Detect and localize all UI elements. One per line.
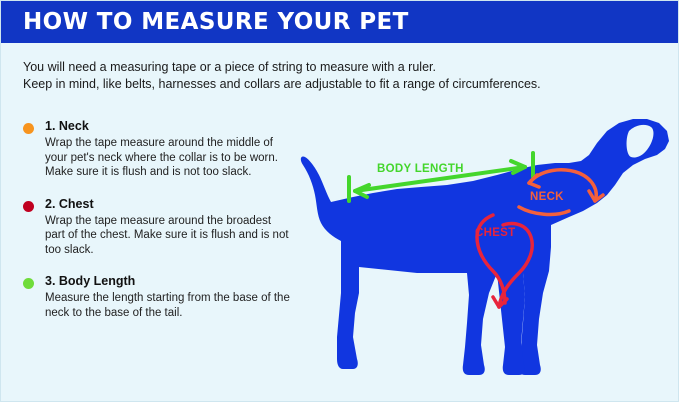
step-neck-body: Wrap the tape measure around the middle of your pet's neck where the collar is to be worn. Make sure it is flush and is not too slack.	[45, 137, 278, 178]
step-neck-title: 1. Neck	[45, 119, 89, 133]
page-title: HOW TO MEASURE YOUR PET	[23, 9, 409, 35]
step-chest-body: Wrap the tape measure around the broadest part of the chest. Make sure it is flush and is not too slack.	[45, 214, 289, 256]
step-body-length-body: Measure the length starting from the base of the neck to the base of the tail.	[45, 292, 290, 319]
step-body-length-title: 3. Body Length	[45, 274, 136, 288]
steps-list	[23, 119, 293, 337]
step-neck	[23, 119, 293, 180]
bullet-neck-icon	[23, 123, 34, 134]
intro-line-2: Keep in mind, like belts, harnesses and collars are adjustable to fit a range of circumferences.	[23, 77, 541, 91]
intro-line-1: You will need a measuring tape or a piece of string to measure with a ruler.	[23, 60, 436, 74]
label-chest: CHEST	[475, 227, 516, 239]
label-body-length: BODY LENGTH	[377, 163, 464, 175]
step-chest-title: 2. Chest	[45, 196, 94, 211]
step-chest	[23, 197, 293, 258]
header-bar	[1, 1, 679, 43]
intro-text	[23, 59, 643, 93]
bullet-chest-icon	[23, 201, 34, 212]
label-neck: NECK	[530, 191, 564, 203]
dog-diagram	[297, 97, 673, 397]
bullet-body-length-icon	[23, 278, 34, 289]
dog-silhouette	[301, 119, 669, 375]
step-body-length	[23, 274, 293, 320]
